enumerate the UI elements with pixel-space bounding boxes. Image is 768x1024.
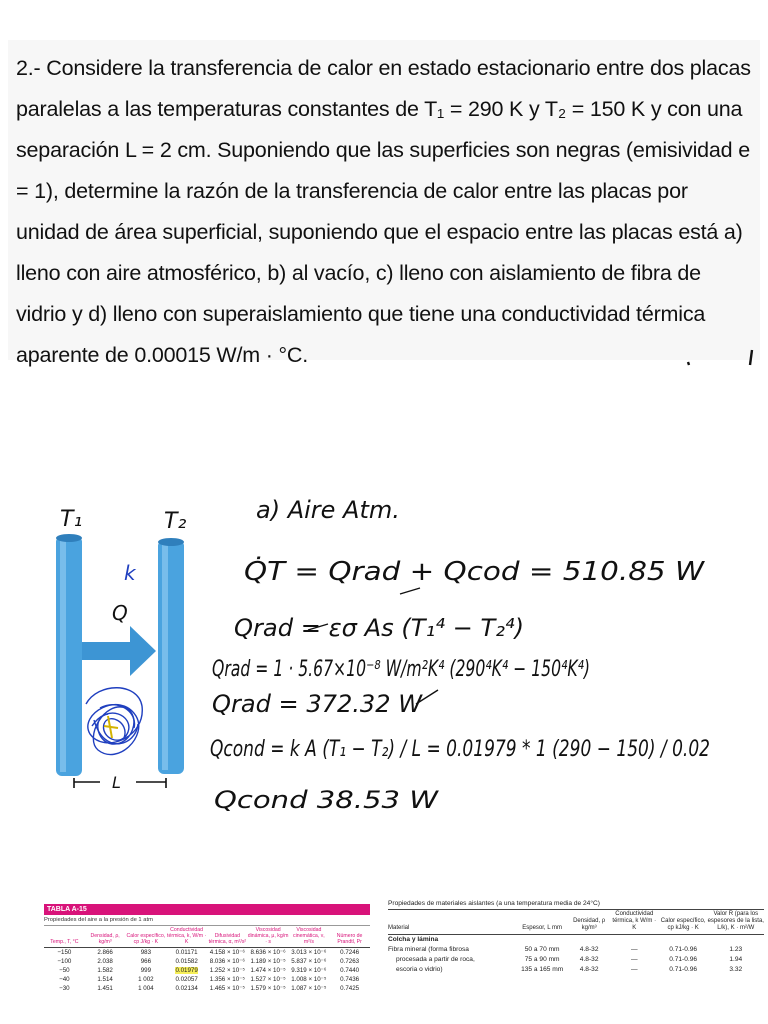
col-header: Valor R (para los espesores de la lista, L/k), K · m²/W (708, 910, 764, 935)
cell: 0.7246 (340, 949, 360, 956)
problem-text: 2.- Considere la transferencia de calor en estado estacionario entre dos placas paralelas a las temperaturas constantes de T₁ = 290 K y T₂ = 150 K y con una separación L = 2 cm. Suponiendo que las superficies son negras (emisividad e = 1), determine la razón de la transferencia de calor entre las placas por unidad de área superficial, suponiendo que el espacio entre las placas está a) lleno con aire atmosférico, b) al vacío, c) lleno con aislamiento de fibra de vidrio y d) lleno con superaislamiento que tiene una conductividad térmica aparente de 0.00015 W/m · °C. (16, 56, 751, 367)
table-row (44, 984, 370, 993)
cell: 1.527 × 10⁻⁵ (250, 976, 286, 983)
table-group-row (388, 935, 764, 946)
label-k: k (124, 561, 136, 585)
insulation-properties-table (388, 900, 764, 1024)
cell: 0.02057 (175, 976, 198, 983)
cell: 0.71-0.96 (669, 966, 698, 973)
heading-a: a) Aire Atm. (256, 496, 400, 524)
cell: 0.7440 (340, 967, 360, 974)
cell: 1.008 × 10⁻⁵ (291, 976, 327, 983)
table-row (44, 957, 370, 966)
cell: 1.465 × 10⁻⁵ (209, 985, 245, 992)
cell: 4.8-32 (579, 966, 599, 973)
cell: 0.71-0.96 (669, 946, 698, 953)
heat-arrow (82, 626, 156, 676)
right-plate (158, 538, 184, 774)
cell: 4.158 × 10⁻⁶ (209, 949, 245, 956)
cell: Fibra mineral (forma fibrosa (388, 946, 469, 953)
eq-rad-result: Qrad = 372.32 W (212, 690, 424, 718)
cell: 1 004 (138, 985, 154, 992)
cell: 983 (140, 949, 152, 956)
col-header: Número de Prandtl, Pr (329, 926, 370, 948)
cell: 8.636 × 10⁻⁶ (250, 949, 286, 956)
eq-cond-result: Qcond 38.53 W (214, 786, 440, 814)
cell: 0.71-0.96 (669, 956, 698, 963)
table-row (388, 965, 764, 975)
cell: 1.514 (97, 976, 113, 983)
table-row (44, 975, 370, 984)
cell: 3.32 (729, 966, 743, 973)
cell: 4.8-32 (579, 956, 599, 963)
cell: 2.038 (97, 958, 113, 965)
cell: 1 002 (138, 976, 154, 983)
cell: 966 (140, 958, 152, 965)
insulation-table (388, 910, 764, 975)
cell: 1.356 × 10⁻⁵ (209, 976, 245, 983)
cell: −40 (59, 976, 70, 983)
label-q: Q (112, 601, 128, 625)
air-table (44, 926, 370, 993)
label-t2: T₂ (164, 509, 187, 534)
table-row (388, 955, 764, 965)
cell: 4.8-32 (579, 946, 599, 953)
cell: 0.02134 (175, 985, 198, 992)
cell: 5.837 × 10⁻⁶ (291, 958, 327, 965)
cell: −50 (59, 967, 70, 974)
cell: — (630, 956, 638, 963)
cell: −100 (57, 958, 72, 965)
col-header: Espesor, L mm (516, 910, 569, 935)
col-header: Calor específico, cp J/kg · K (126, 926, 167, 948)
label-l: L (112, 773, 121, 792)
table-subtitle: Propiedades del aire a la presión de 1 atm (44, 915, 370, 926)
table-header-row (44, 926, 370, 948)
cell: 1.474 × 10⁻⁵ (250, 967, 286, 974)
handwritten-notes (8, 476, 760, 836)
cell: 2.866 (97, 949, 113, 956)
cell: 1.451 (97, 985, 113, 992)
cell: 75 a 90 mm (524, 956, 560, 963)
table-header-row (388, 910, 764, 935)
table-row (44, 966, 370, 975)
cell: 8.036 × 10⁻⁶ (209, 958, 245, 965)
cell: 9.319 × 10⁻⁶ (291, 967, 327, 974)
eq-total: Q̇T = Qrad + Qcod = 510.85 W (244, 557, 651, 587)
cell: 1.087 × 10⁻⁵ (291, 985, 327, 992)
cell: — (630, 966, 638, 973)
col-header: Conductividad térmica, k, W/m · K (166, 926, 207, 948)
col-header: Calor específico, cp kJ/kg · K (659, 910, 708, 935)
col-header: Material (388, 910, 516, 935)
group-label: Colcha y lámina (388, 936, 439, 943)
col-header: Viscosidad cinemática, ν, m²/s (289, 926, 330, 948)
cell: 1.94 (729, 956, 743, 963)
cell: 135 a 165 mm (521, 966, 564, 973)
cell: 1.189 × 10⁻⁵ (250, 958, 286, 965)
cell: escoria o vidrio) (396, 966, 443, 973)
highlighted-cell (166, 966, 207, 975)
air-properties-table (44, 904, 370, 1024)
cell: 0.01171 (175, 949, 198, 956)
cell: 0.7425 (340, 985, 360, 992)
stray-marks (680, 346, 760, 370)
label-t1: T₁ (60, 507, 83, 532)
cell: 1.579 × 10⁻⁵ (250, 985, 286, 992)
cell: 0.01582 (175, 958, 198, 965)
cell: — (630, 946, 638, 953)
col-header: Conductividad térmica, k W/m · K (610, 910, 659, 935)
cell: 1.252 × 10⁻⁵ (209, 967, 245, 974)
cell: 1.582 (97, 967, 113, 974)
problem-statement (8, 40, 760, 367)
col-header: Viscosidad dinámica, μ, kg/m · s (248, 926, 289, 948)
cell: 0.7436 (340, 976, 360, 983)
col-header: Densidad, ρ kg/m³ (568, 910, 609, 935)
table-row (388, 945, 764, 955)
cell: 0.7263 (340, 958, 360, 965)
cell: −150 (57, 949, 72, 956)
insulation-scribble (86, 688, 142, 755)
cell: −30 (59, 985, 70, 992)
eq-cond: Qcond = k A (T₁ − T₂) / L = 0.01979 * 1 (290 − 150) / 0.02 (210, 737, 710, 762)
table-caption: Propiedades de materiales aislantes (a una temperatura media de 24°C) (388, 900, 764, 910)
cell: 999 (140, 967, 152, 974)
col-header: Difusividad térmica, α, m²/s² (207, 926, 248, 948)
left-plate (56, 534, 82, 776)
eq-rad: Qrad = εσ As (T₁⁴ − T₂⁴) (234, 614, 524, 642)
col-header: Temp., T, °C (44, 926, 85, 948)
cell: 50 a 70 mm (524, 946, 560, 953)
cell: procesada a partir de roca, (396, 956, 475, 963)
eq-rad-values: Qrad = 1 · 5.67×10⁻⁸ W/m²K⁴ (290⁴K⁴ − 150⁴K⁴) (212, 657, 590, 682)
table-row (44, 948, 370, 958)
cell: 1.23 (729, 946, 743, 953)
cell: 3.013 × 10⁻⁶ (291, 949, 327, 956)
highlighted-value: 0.01979 (175, 967, 198, 974)
table-title: TABLA A-15 (44, 904, 370, 915)
col-header: Densidad, ρ, kg/m³ (85, 926, 126, 948)
